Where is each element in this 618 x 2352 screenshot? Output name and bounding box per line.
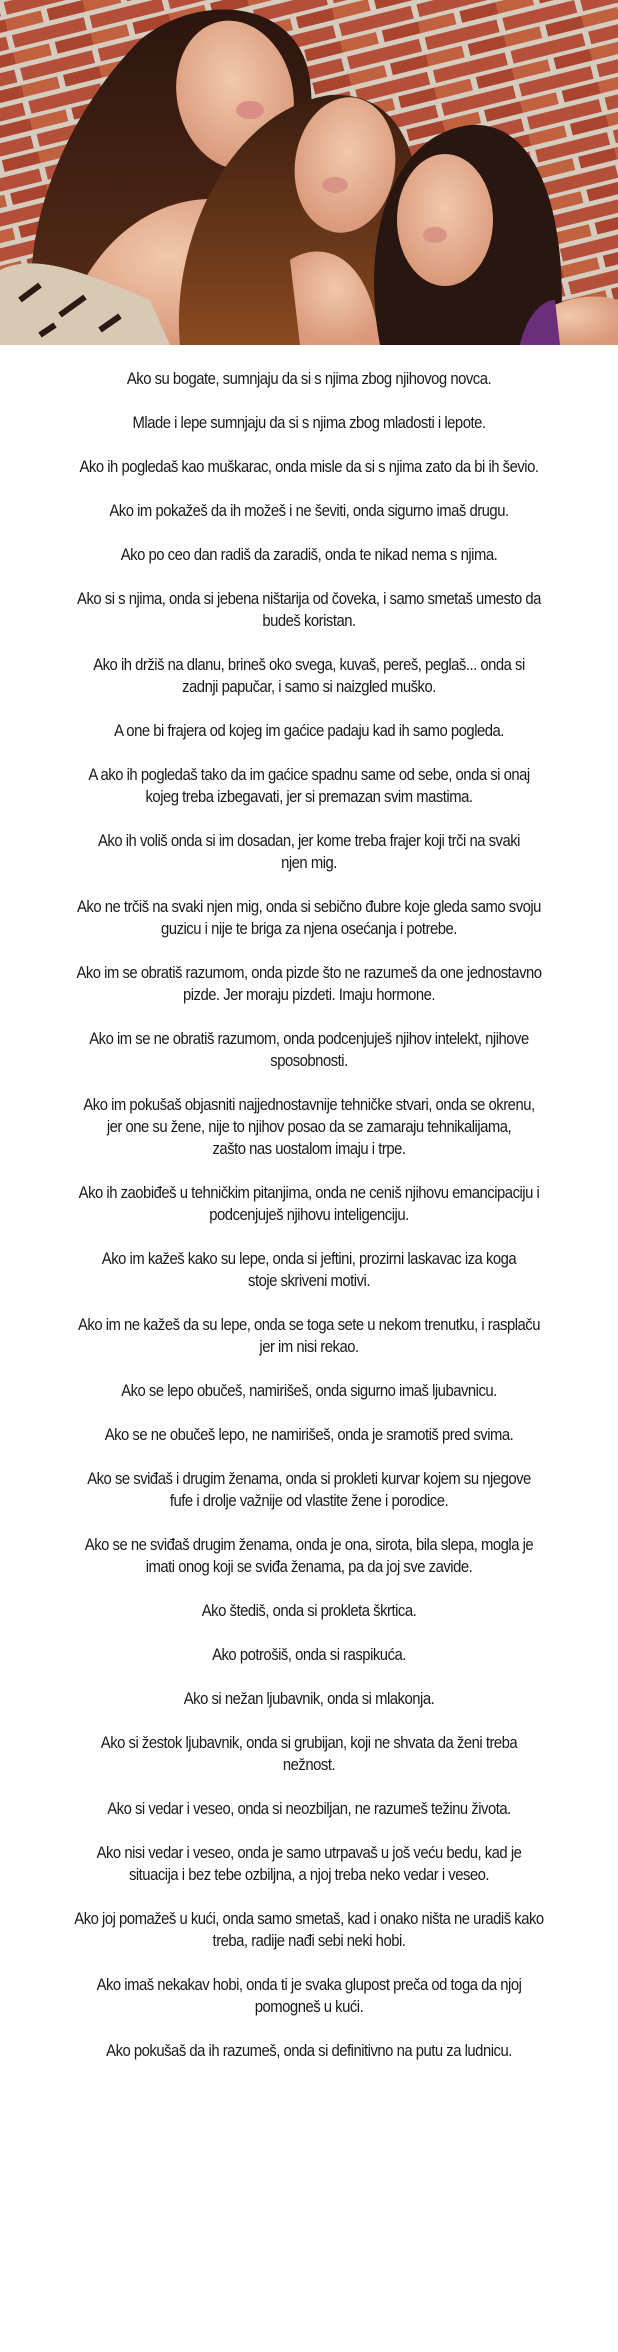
paragraph <box>53 1380 566 1402</box>
paragraph-line: Ako im kažeš kako su lepe, onda si jeftini, prozirni laskavac iza koga <box>101 1250 517 1268</box>
paragraph-line: njen mig. <box>281 854 337 872</box>
paragraph <box>53 1798 566 1820</box>
paragraph-line: Ako se sviđaš i drugim ženama, onda si prokleti kurvar kojem su njegove <box>87 1470 531 1488</box>
paragraph-line: imati onog koji se sviđa ženama, pa da joj sve zavide. <box>145 1558 473 1576</box>
paragraph <box>53 1600 566 1622</box>
paragraph <box>53 654 566 698</box>
paragraph-line: Ako potrošiš, onda si raspikuća. <box>212 1646 406 1664</box>
paragraph <box>53 962 566 1006</box>
paragraph-line: Ako ih pogledaš kao muškarac, onda misle da si s njima zato da bi ih ševio. <box>79 458 539 476</box>
paragraph-line: zadnji papučar, i samo si naizgled muško. <box>182 678 436 696</box>
paragraph-line: pomogneš u kući. <box>254 1998 364 2016</box>
paragraph <box>53 544 566 566</box>
paragraph-line: fufe i drolje važnije od vlastite žene i porodice. <box>169 1492 449 1510</box>
paragraph-line: jer one su žene, nije to njihov posao da se zamaraju tehnikalijama, <box>106 1118 512 1136</box>
paragraph-line: Ako im ne kažeš da su lepe, onda se toga sete u nekom trenutku, i rasplaču <box>78 1316 540 1334</box>
paragraph-line: Ako po ceo dan radiš da zaradiš, onda te nikad nema s njima. <box>120 546 498 564</box>
paragraph-line: budeš koristan. <box>262 612 356 630</box>
paragraph-line: A one bi frajera od kojeg im gaćice padaju kad ih samo pogleda. <box>114 722 504 740</box>
paragraph <box>53 1842 566 1886</box>
paragraph-line: Ako im pokušaš objasniti najjednostavnije tehničke stvari, onda se okrenu, <box>83 1096 535 1114</box>
paragraph-line: stoje skriveni motivi. <box>248 1272 370 1290</box>
paragraph-line: Ako si nežan ljubavnik, onda si mlakonja. <box>183 1690 435 1708</box>
paragraph-line: Ako im se obratiš razumom, onda pizde što ne razumeš da one jednostavno <box>76 964 542 982</box>
paragraph-line: Ako ne trčiš na svaki njen mig, onda si sebično đubre koje gleda samo svoju <box>77 898 541 916</box>
paragraph <box>53 1908 566 1952</box>
paragraph-line: zašto nas uostalom imaju i trpe. <box>212 1140 406 1158</box>
paragraph-line: Mlade i lepe sumnjaju da si s njima zbog mladosti i lepote. <box>132 414 486 432</box>
paragraph-line: situacija i bez tebe ozbiljna, a njoj treba neko vedar i veseo. <box>128 1866 490 1884</box>
paragraph <box>53 368 566 390</box>
paragraph <box>53 720 566 742</box>
paragraph-line: Ako ih držiš na dlanu, brineš oko svega, kuvaš, pereš, peglaš... onda si <box>93 656 525 674</box>
paragraph-line: nežnost. <box>282 1756 336 1774</box>
paragraph-line: Ako joj pomažeš u kući, onda samo smetaš, kad i onako ništa ne uradiš kako <box>74 1910 544 1928</box>
paragraph-line: sposobnosti. <box>270 1052 348 1070</box>
paragraph-line: Ako si žestok ljubavnik, onda si grubijan, koji ne shvata da ženi treba <box>100 1734 518 1752</box>
paragraph <box>53 1182 566 1226</box>
paragraph-line: Ako imaš nekakav hobi, onda ti je svaka glupost preča od toga da njoj <box>96 1976 522 1994</box>
paragraph-line: Ako nisi vedar i veseo, onda je samo utrpavaš u još veću bedu, kad je <box>96 1844 522 1862</box>
paragraph-line: treba, radije nađi sebi neki hobi. <box>212 1932 406 1950</box>
paragraph-line: Ako se ne sviđaš drugim ženama, onda je ona, sirota, bila slepa, mogla je <box>84 1536 534 1554</box>
paragraph <box>53 1534 566 1578</box>
paragraph-line: Ako im se ne obratiš razumom, onda podcenjuješ njihov intelekt, njihove <box>89 1030 529 1048</box>
paragraph-line: Ako pokušaš da ih razumeš, onda si definitivno na putu za ludnicu. <box>106 2042 512 2060</box>
paragraph-line: Ako štediš, onda si prokleta škrtica. <box>201 1602 417 1620</box>
paragraph-line: pizde. Jer moraju pizdeti. Imaju hormone. <box>182 986 436 1004</box>
paragraph-line: jer im nisi rekao. <box>259 1338 359 1356</box>
paragraph <box>53 1424 566 1446</box>
header-photo <box>0 0 618 345</box>
paragraph-line: Ako si vedar i veseo, onda si neozbiljan, ne razumeš težinu života. <box>107 1800 511 1818</box>
paragraph-line: Ako im pokažeš da ih možeš i ne ševiti, onda sigurno imaš drugu. <box>109 502 509 520</box>
paragraph <box>53 1248 566 1292</box>
paragraph-line: Ako si s njima, onda si jebena ništarija od čoveka, i samo smetaš umesto da <box>77 590 541 608</box>
paragraph-line: Ako se ne obučeš lepo, ne namirišeš, onda je sramotiš pred svima. <box>104 1426 514 1444</box>
paragraph-line: Ako su bogate, sumnjaju da si s njima zbog njihovog novca. <box>126 370 492 388</box>
paragraph <box>53 1688 566 1710</box>
photo-illustration <box>0 0 618 345</box>
paragraph <box>53 830 566 874</box>
paragraph <box>53 1314 566 1358</box>
paragraph <box>53 764 566 808</box>
paragraph <box>53 500 566 522</box>
paragraph <box>53 1644 566 1666</box>
paragraph <box>53 1094 566 1160</box>
paragraph-line: A ako ih pogledaš tako da im gaćice spadnu same od sebe, onda si onaj <box>88 766 530 784</box>
paragraph-line: Ako se lepo obučeš, namirišeš, onda sigurno imaš ljubavnicu. <box>121 1382 497 1400</box>
paragraph <box>53 1974 566 2018</box>
paragraph-line: podcenjuješ njihovu inteligenciju. <box>209 1206 409 1224</box>
paragraph <box>53 1468 566 1512</box>
paragraph <box>53 2040 566 2062</box>
paragraph <box>53 456 566 478</box>
paragraph <box>53 896 566 940</box>
paragraph-line: kojeg treba izbegavati, jer si premazan svim mastima. <box>145 788 473 806</box>
paragraph <box>53 1732 566 1776</box>
paragraph <box>53 412 566 434</box>
article-body <box>0 345 618 2084</box>
paragraph <box>53 588 566 632</box>
paragraph-line: Ako ih zaobiđeš u tehničkim pitanjima, onda ne ceniš njihovu emancipaciju i <box>78 1184 540 1202</box>
paragraph-line: Ako ih voliš onda si im dosadan, jer kome treba frajer koji trči na svaki <box>98 832 520 850</box>
paragraph <box>53 1028 566 1072</box>
paragraph-line: guzicu i nije te briga za njena osećanja i potrebe. <box>161 920 457 938</box>
